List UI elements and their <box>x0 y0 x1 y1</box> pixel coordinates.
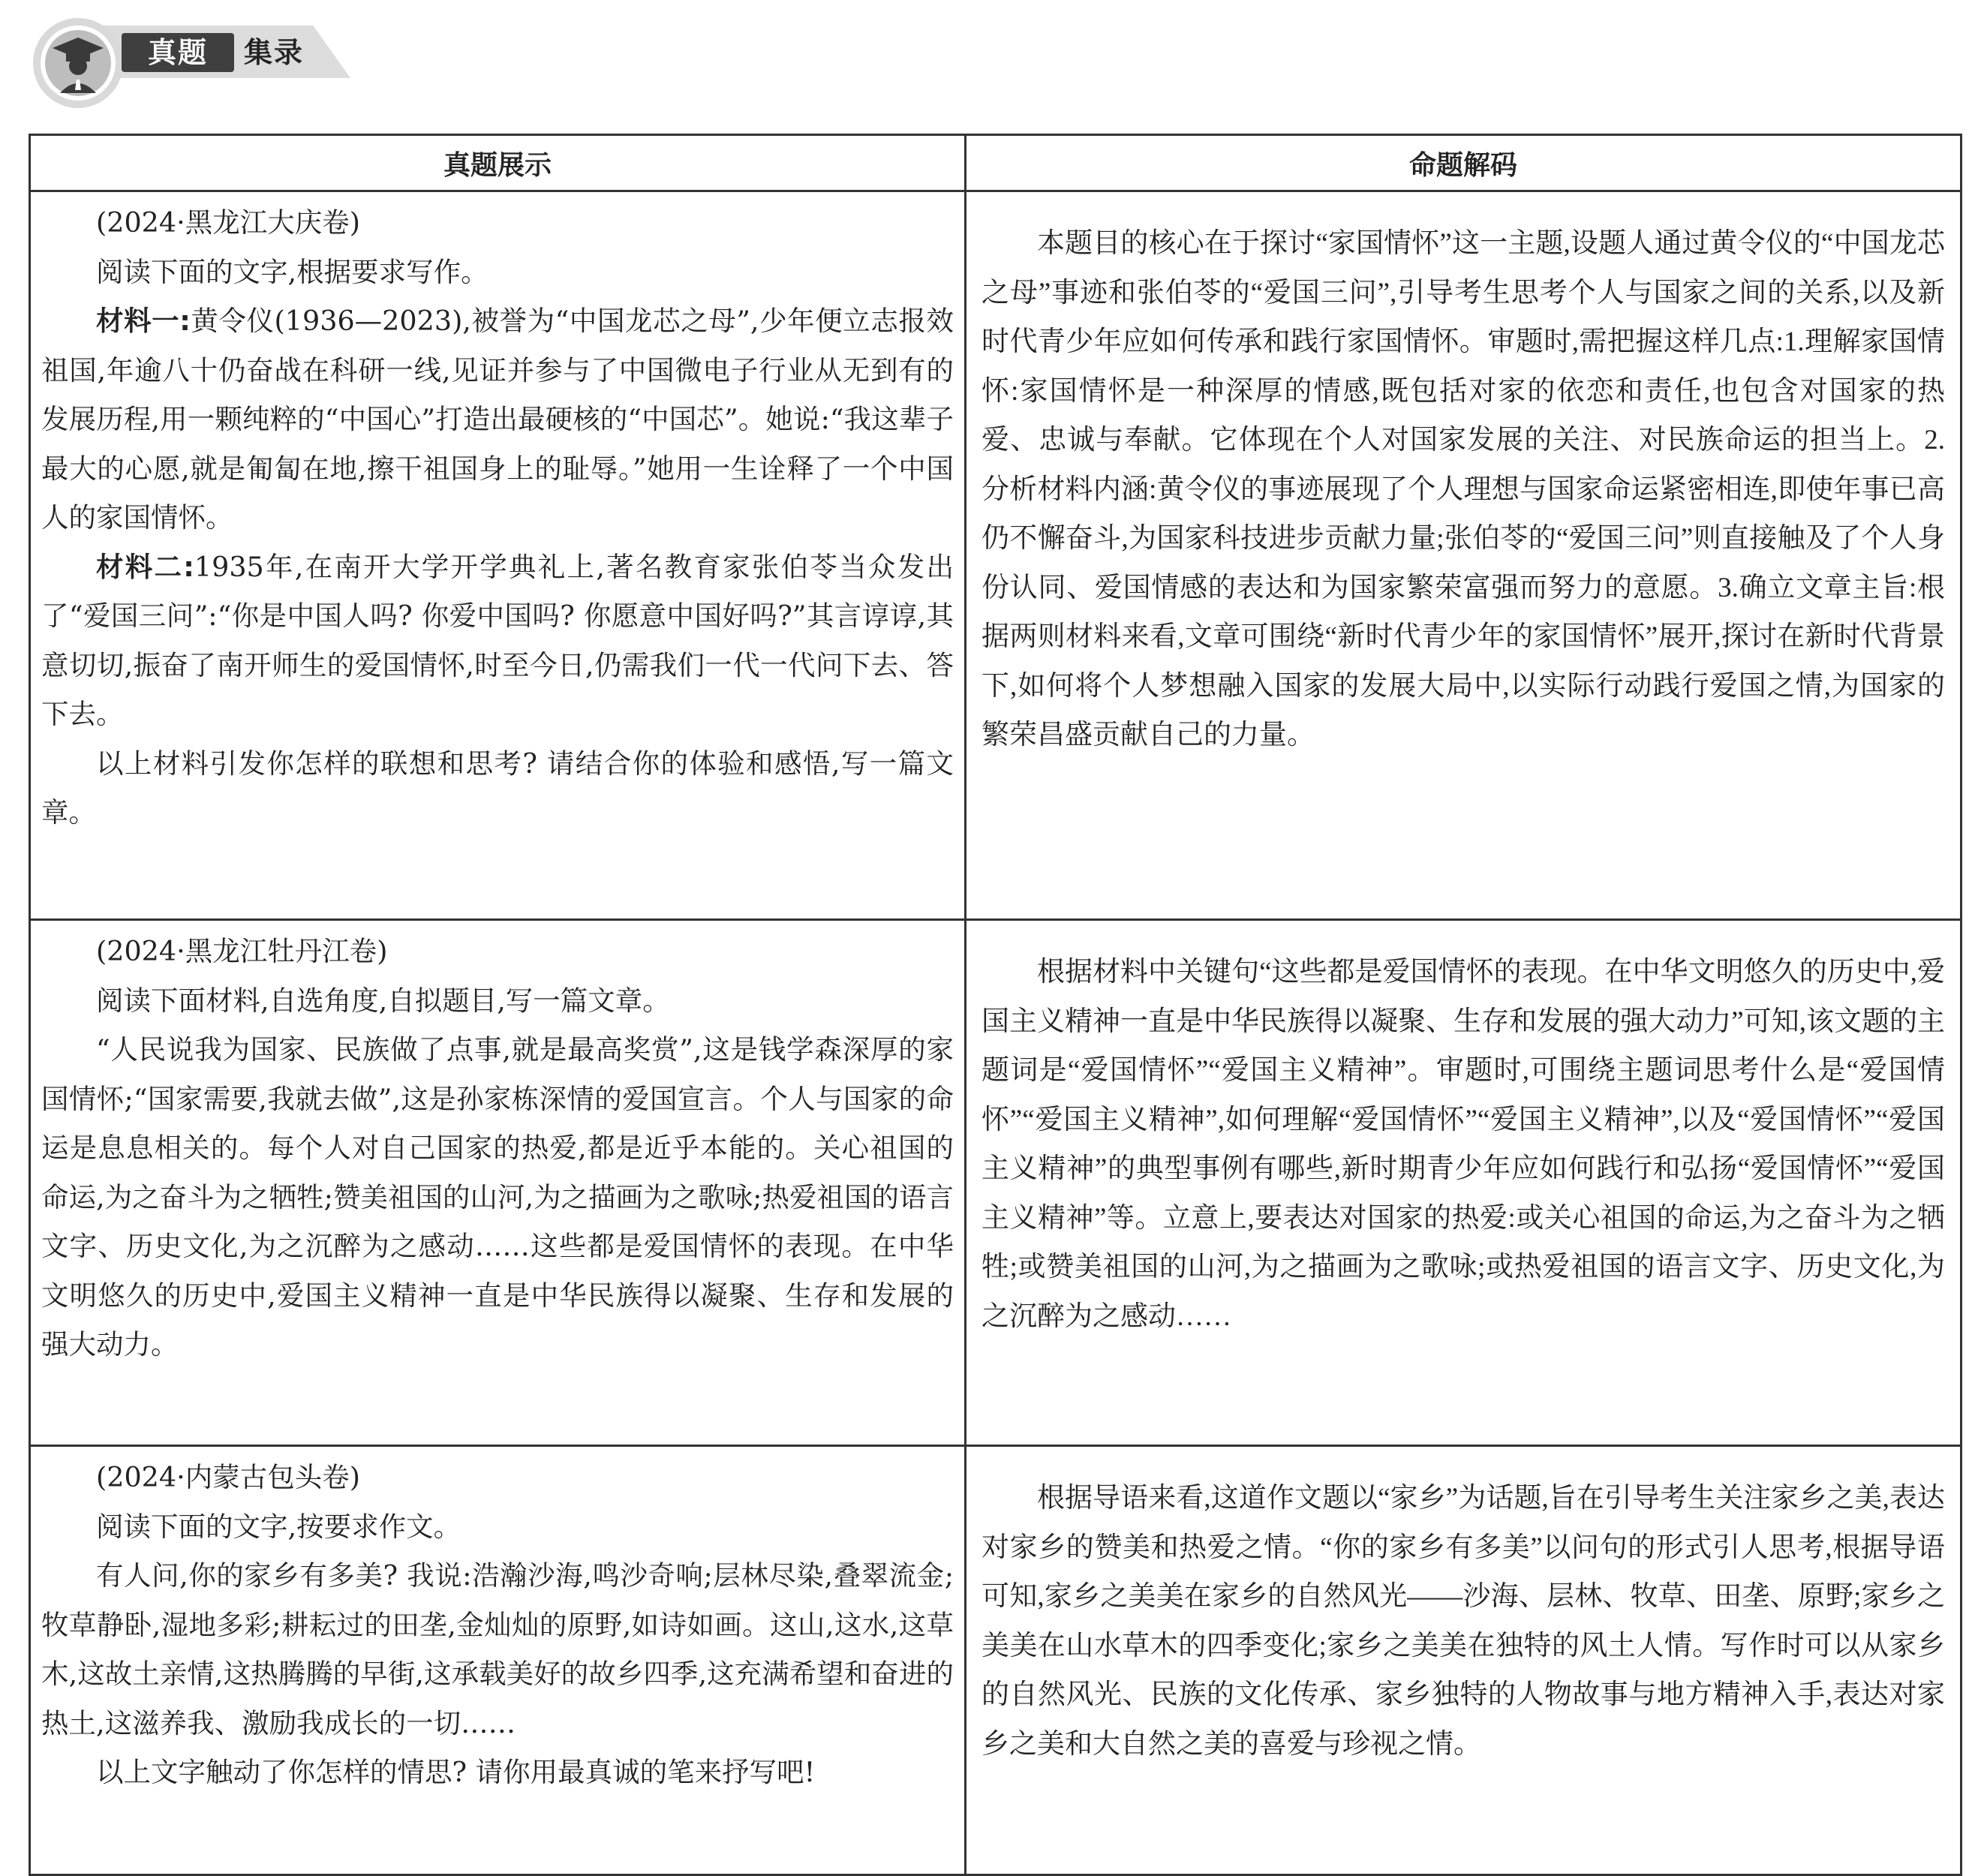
material-two <box>41 543 954 739</box>
header-question: 真题展示 <box>30 135 966 191</box>
analysis-text: 根据导语来看,这道作文题以“家乡”为话题,旨在引导考生关注家乡之美,表达对家乡的赞美和热爱之情。“你的家乡有多美”以问句的形式引人思考,根据导语可知,家乡之美美在家乡的自然风光——沙海、层林、牧草、田垄、原野;家乡之美美在山水草木的四季变化;家乡之美美在独特的风土人情。写作时可以从家乡的自然风光、民族的文化传承、家乡独特的人物故事与地方精神入手,表达对家乡之美和大自然之美的喜爱与珍视之情。 <box>981 1483 1945 1760</box>
material-one-label: 材料一: <box>96 305 191 337</box>
table-row <box>30 1446 1961 1875</box>
material-one <box>41 296 954 543</box>
question-source: (2024·内蒙古包头卷) <box>96 1461 360 1493</box>
analysis-text: 本题目的核心在于探讨“家国情怀”这一主题,设题人通过黄令仪的“中国龙芯之母”事迹和张伯苓的“爱国三问”,引导考生思考个人与国家之间的关系,以及新时代青少年应如何传承和践行家国情怀。审题时,需把握这样几点:1.理解家国情怀:家国情怀是一种深厚的情感,既包括对家的依恋和责任,也包含对国家的热爱、忠诚与奉献。它体现在个人对国家发展的关注、对民族命运的担当上。2.分析材料内涵:黄令仪的事迹展现了个人理想与国家命运紧密相连,即使年事已高仍不懈奋斗,为国家科技进步贡献力量;张伯苓的“爱国三问”则直接触及了个人身份认同、爱国情感的表达和为国家繁荣富强而努力的意愿。3.确立文章主旨:根据两则材料来看,文章可围绕“新时代青少年的家国情怀”展开,探讨在新时代背景下,如何将个人梦想融入国家的发展大局中,以实际行动践行爱国之情,为国家的繁荣昌盛贡献自己的力量。 <box>981 228 1945 750</box>
material-two-label: 材料二: <box>96 550 194 583</box>
banner-label-dark: 真题 <box>122 33 234 72</box>
table-header-row <box>30 135 1961 191</box>
graduate-logo-icon <box>30 15 126 111</box>
question-cell <box>30 920 966 1446</box>
analysis-cell <box>966 1446 1961 1875</box>
question-source: (2024·黑龙江牡丹江卷) <box>96 935 388 967</box>
table-row <box>30 920 1961 1446</box>
question-cell <box>30 1446 966 1875</box>
question-instruction: 阅读下面材料,自选角度,自拟题目,写一篇文章。 <box>96 984 670 1017</box>
question-material: 有人问,你的家乡有多美? 我说:浩瀚沙海,鸣沙奇响;层林尽染,叠翠流金;牧草静卧,湿地多彩;耕耘过的田垄,金灿灿的原野,如诗如画。这山,这水,这草木,这故土亲情,这热腾腾的早街,这承载美好的故乡四季,这充满希望和奋进的热土,这滋养我、激励我成长的一切…… <box>41 1559 954 1739</box>
exam-table <box>29 134 1962 1876</box>
material-one-text: 黄令仪(1936—2023),被誉为“中国龙芯之母”,少年便立志报效祖国,年逾八十仍奋战在科研一线,见证并参与了中国微电子行业从无到有的发展历程,用一颗纯粹的“中国心”打造出最硬核的“中国芯”。她说:“我这辈子最大的心愿,就是匍匐在地,擦干祖国身上的耻辱。”她用一生诠释了一个中国人的家国情怀。 <box>41 305 954 534</box>
banner-label-light: 集录 <box>244 36 305 69</box>
question-instruction: 阅读下面的文字,根据要求写作。 <box>96 255 488 288</box>
analysis-cell <box>966 920 1961 1446</box>
material-two-text: 1935年,在南开大学开学典礼上,著名教育家张伯苓当众发出了“爱国三问”:“你是中国人吗? 你爱中国吗? 你愿意中国好吗?”其言谆谆,其意切切,振奋了南开师生的爱国情怀,时至今日,仍需我们一代一代问下去、答下去。 <box>41 550 954 730</box>
question-instruction: 阅读下面的文字,按要求作文。 <box>96 1510 461 1543</box>
question-material: “人民说我为国家、民族做了点事,就是最高奖赏”,这是钱学森深厚的家国情怀;“国家需要,我就去做”,这是孙家栋深情的爱国宣言。个人与国家的命运是息息相关的。每个人对自己国家的热爱,都是近乎本能的。关心祖国的命运,为之奋斗为之牺牲;赞美祖国的山河,为之描画为之歌咏;热爱祖国的语言文字、历史文化,为之沉醉为之感动……这些都是爱国情怀的表现。在中华文明悠久的历史中,爱国主义精神一直是中华民族得以凝聚、生存和发展的强大动力。 <box>41 1033 954 1360</box>
question-prompt: 以上文字触动了你怎样的情思? 请你用最真诚的笔来抒写吧! <box>96 1756 816 1788</box>
question-prompt: 以上材料引发你怎样的联想和思考? 请结合你的体验和感悟,写一篇文章。 <box>41 747 954 828</box>
question-source: (2024·黑龙江大庆卷) <box>96 206 360 239</box>
header-analysis: 命题解码 <box>966 135 1961 191</box>
analysis-cell <box>966 191 1961 920</box>
question-cell <box>30 191 966 920</box>
analysis-text: 根据材料中关键句“这些都是爱国情怀的表现。在中华文明悠久的历史中,爱国主义精神一直是中华民族得以凝聚、生存和发展的强大动力”可知,该文题的主题词是“爱国情怀”“爱国主义精神”。审题时,可围绕主题词思考什么是“爱国情怀”“爱国主义精神”,如何理解“爱国情怀”“爱国主义精神”,以及“爱国情怀”“爱国主义精神”的典型事例有哪些,新时期青少年应如何践行和弘扬“爱国情怀”“爱国主义精神”等。立意上,要表达对国家的热爱:或关心祖国的命运,为之奋斗为之牺牲;或赞美祖国的山河,为之描画为之歌咏;或热爱祖国的语言文字、历史文化,为之沉醉为之感动…… <box>981 957 1945 1332</box>
table-row <box>30 191 1961 920</box>
